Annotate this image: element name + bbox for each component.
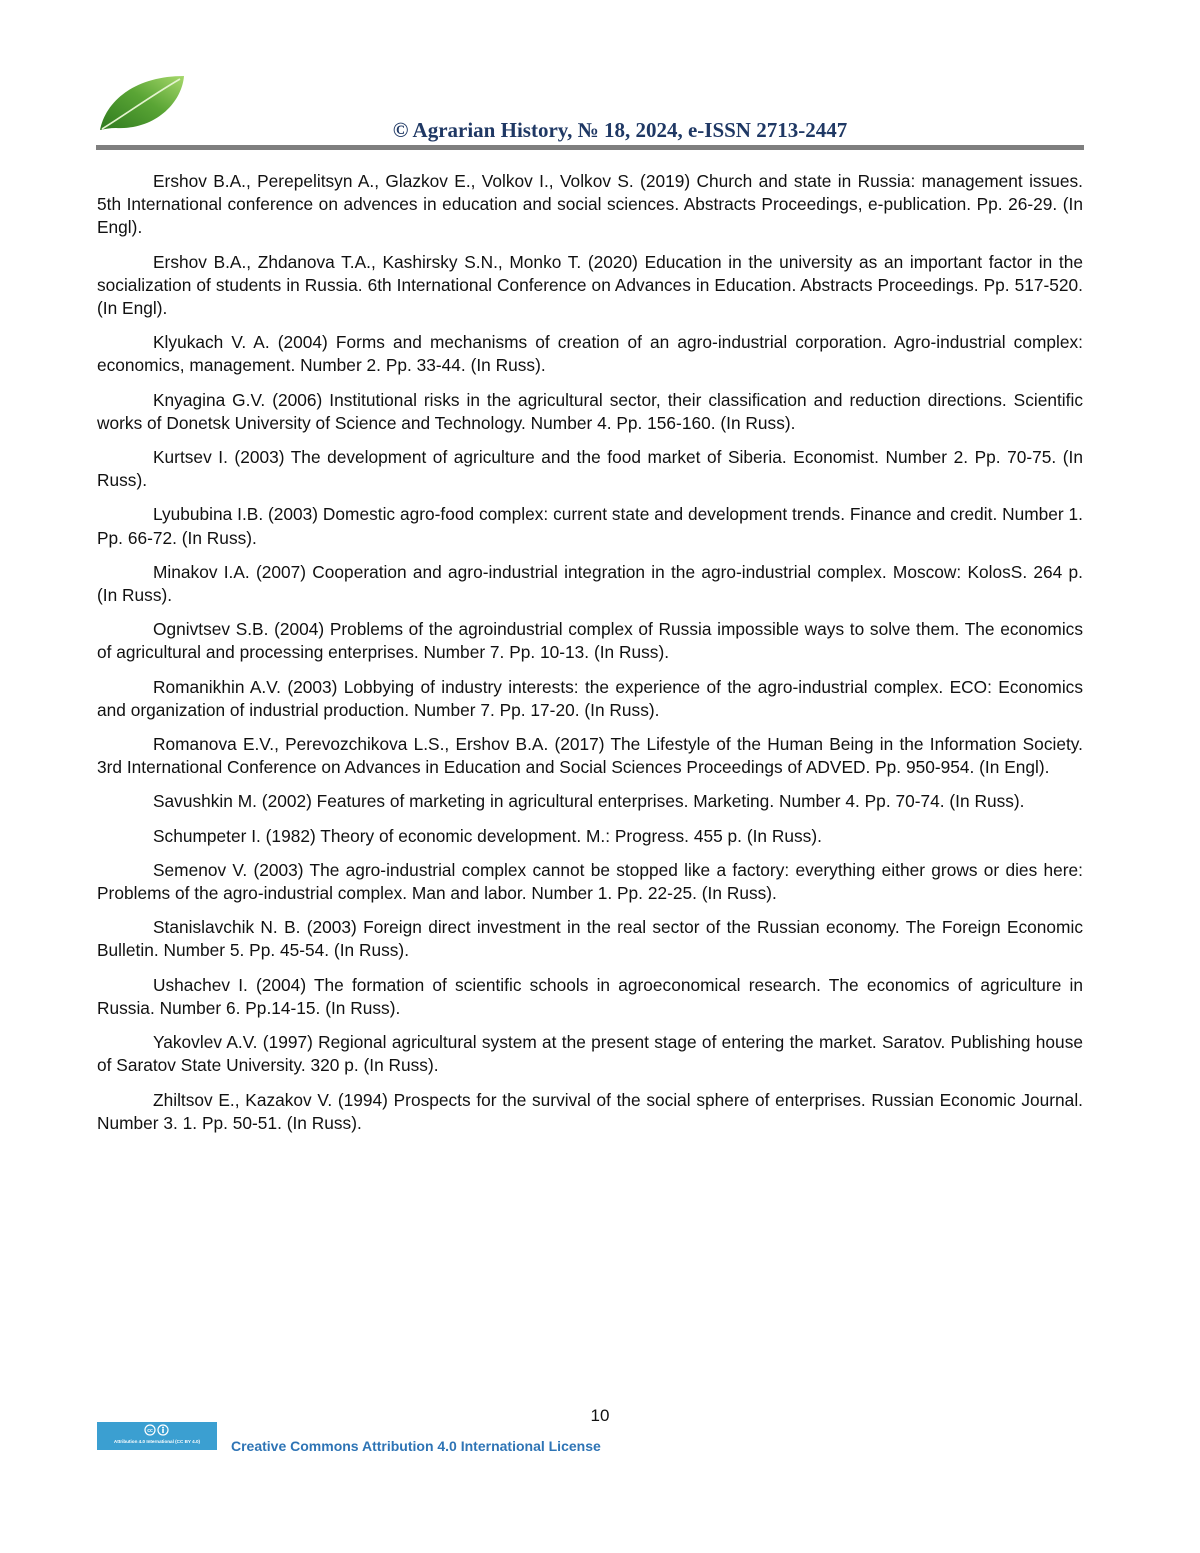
reference-item: Klyukach V. A. (2004) Forms and mechanisms of creation of an agro-industrial corporation. Agro-industrial complex: economics, management. Number 2. Pp. 33-44. (In Russ). <box>97 332 1083 376</box>
header-divider <box>96 145 1084 150</box>
reference-item: Schumpeter I. (1982) Theory of economic development. M.: Progress. 455 p. (In Russ). <box>153 825 822 846</box>
reference-item: Knyagina G.V. (2006) Institutional risks in the agricultural sector, their classification and reduction directions. Scientific works of Donetsk University of Science and Technology. Number 4. Pp. 156-160. (In Russ). <box>97 389 1083 433</box>
reference-item: Stanislavchik N. B. (2003) Foreign direct investment in the real sector of the Russian economy. The Foreign Economic Bulletin. Number 5. Pp. 45-54. (In Russ). <box>97 917 1083 961</box>
reference-item: Savushkin M. (2002) Features of marketing in agricultural enterprises. Marketing. Number 4. Pp. 70-74. (In Russ). <box>153 791 1025 812</box>
reference-item: Lyububina I.B. (2003) Domestic agro-food complex: current state and development trends. Finance and credit. Number 1. Pp. 66-72. (In Russ). <box>97 504 1083 548</box>
license-link[interactable]: Creative Commons Attribution 4.0 International License <box>231 1438 601 1454</box>
reference-list <box>97 170 1083 1146</box>
journal-title: © Agrarian History, № 18, 2024, e-ISSN 2713-2447 <box>392 118 848 142</box>
reference-item: Ushachev I. (2004) The formation of scientific schools in agroeconomical research. The economics of agriculture in Russia. Number 6. Pp.14-15. (In Russ). <box>97 974 1083 1018</box>
cc-by-icon <box>144 1424 170 1436</box>
reference-item: Minakov I.A. (2007) Cooperation and agro-industrial integration in the agro-industrial complex. Moscow: KolosS. 264 p. (In Russ). <box>97 561 1083 606</box>
reference-item: Yakovlev A.V. (1997) Regional agricultural system at the present stage of entering the market. Saratov. Publishing house of Saratov State University. 320 p. (In Russ). <box>97 1032 1083 1076</box>
svg-text:cc: cc <box>147 1428 153 1434</box>
reference-item: Zhiltsov E., Kazakov V. (1994) Prospects for the survival of the social sphere of enterprises. Russian Economic Journal. Number 3. 1. Pp. 50-51. (In Russ). <box>97 1089 1083 1133</box>
reference-item: Ershov B.A., Zhdanova T.A., Kashirsky S.N., Monko T. (2020) Education in the university as an important factor in the socialization of students in Russia. 6th International Conference on Advances in Education. Abstracts Proceedings. Pp. 517-520. (In Engl). <box>97 251 1083 319</box>
cc-license-badge[interactable] <box>97 1422 217 1450</box>
reference-item: Semenov V. (2003) The agro-industrial complex cannot be stopped like a factory: everything either grows or dies here: Problems of the agro-industrial complex. Man and labor. Number 1. Pp. 22-25. (In Russ). <box>97 859 1083 904</box>
reference-item: Romanova E.V., Perevozchikova L.S., Ershov B.A. (2017) The Lifestyle of the Human Being in the Information Society. 3rd International Conference on Advances in Education and Social Sciences Proceedings of ADVED. Pp. 950-954. (In Engl). <box>97 734 1083 778</box>
reference-item: Ognivtsev S.B. (2004) Problems of the agroindustrial complex of Russia impossible ways to solve them. The economics of agricultural and processing enterprises. Number 7. Pp. 10-13. (In Russ). <box>97 619 1083 663</box>
reference-item: Romanikhin A.V. (2003) Lobbying of industry interests: the experience of the agro-industrial complex. ECO: Economics and organization of industrial production. Number 7. Pp. 17-20. (In Russ). <box>97 676 1083 720</box>
cc-badge-text: Attribution 4.0 International (CC BY 4.0) <box>113 1439 201 1444</box>
reference-item: Kurtsev I. (2003) The development of agriculture and the food market of Siberia. Economist. Number 2. Pp. 70-75. (In Russ). <box>97 447 1083 491</box>
page-number: 10 <box>590 1406 610 1425</box>
reference-item: Ershov B.A., Perepelitsyn A., Glazkov E., Volkov I., Volkov S. (2019) Church and state in Russia: management issues. 5th International conference on advences in education and social sciences. Abstracts Proceedings, e-publication. Pp. 26-29. (In Engl). <box>97 171 1083 238</box>
